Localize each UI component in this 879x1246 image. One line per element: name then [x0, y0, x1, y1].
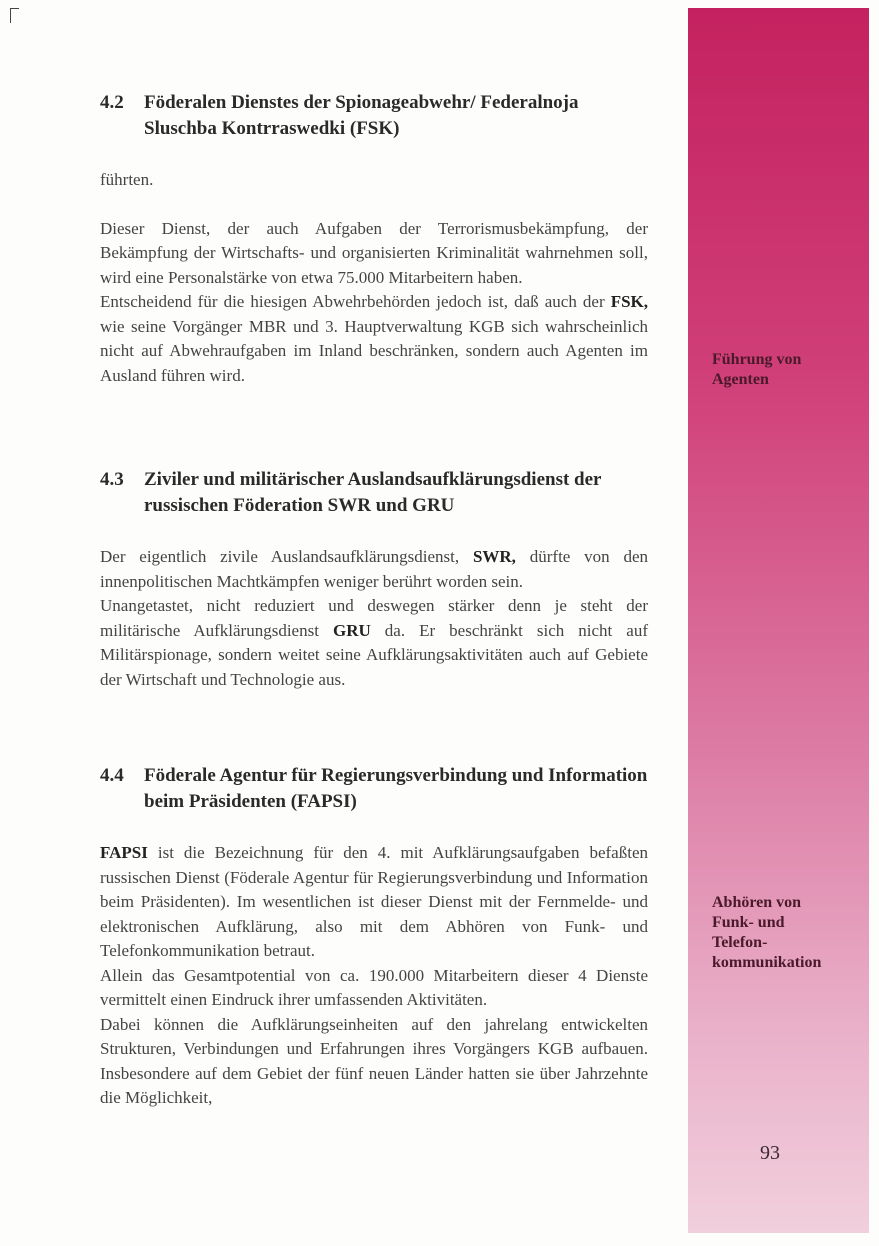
section-number: 4.4 [100, 765, 124, 786]
section-4-3 [100, 467, 648, 692]
paragraph: Unangetastet, nicht reduziert und deswegen stärker denn je steht der militärische Aufklärungsdienst GRU da. Er beschränkt sich nicht auf Militärspionage, sondern weitet seine Aufklärungsaktivitäten auch auf Gebiete der Wirtschaft und Technologie aus. [100, 596, 648, 689]
section-title: Föderale Agentur für Regierungsverbindung und Information beim Präsidenten (FAPSI) [144, 765, 648, 812]
bold-term: SWR, [472, 547, 516, 566]
page-number: 93 [760, 1142, 780, 1164]
margin-note-interception: Abhören von Funk- und Telefon- kommunikation [712, 894, 822, 971]
section-title: Ziviler und militärischer Auslandsaufklärungsdienst der russischen Föderation SWR und GRU [144, 469, 602, 516]
bold-term: FAPSI [100, 843, 148, 862]
paragraph: FAPSI ist die Bezeichnung für den 4. mit Aufklärungsaufgaben befaßten russischen Dienst (Föderale Agentur für Regierungsverbindung und Information beim Präsidenten). Im wesentlichen ist dieser Dienst mit der Fernmelde- und elektronischen Aufklärung, also mit dem Abhören von Funk- und Telefonkommunikation betraut. [100, 843, 648, 960]
paragraph: Dabei können die Aufklärungseinheiten auf den jahrelang entwickelten Strukturen, Verbindungen und Erfahrungen ihres Vorgängers KGB aufbauen. Insbesondere auf dem Gebiet der fünf neuen Länder hatten sie über Jahrzehnte die Möglichkeit, [100, 1014, 648, 1107]
paragraph: Entscheidend für die hiesigen Abwehrbehörden jedoch ist, daß auch der FSK, wie seine Vorgänger MBR und 3. Hauptverwaltung KGB sich wahrscheinlich nicht auf Abwehraufgaben im Inland beschränken, sondern auch Agenten im Ausland führen wird. [100, 292, 648, 385]
section-number: 4.2 [100, 92, 124, 113]
bold-term: FSK, [610, 292, 648, 311]
paragraph: Dieser Dienst, der auch Aufgaben der Terrorismusbekämpfung, der Bekämpfung der Wirtschafts- und organisierten Kriminalität wahrnehmen soll, wird eine Personalstärke von etwa 75.000 Mitarbeitern haben. [100, 218, 648, 287]
section-heading [100, 763, 648, 815]
section-4-2 [100, 90, 648, 388]
section-4-4 [100, 763, 648, 1111]
margin-band [688, 8, 869, 1233]
margin-note-agent-handling: Führung von Agenten [712, 351, 802, 388]
paragraph: Der eigentlich zivile Auslandsaufklärungsdienst, SWR, dürfte von den innenpolitischen Machtkämpfen weniger berührt worden sein. [100, 547, 648, 591]
section-number: 4.3 [100, 469, 124, 490]
bold-term: GRU [332, 620, 371, 640]
paragraph: führten. [100, 170, 154, 189]
section-heading [100, 90, 648, 142]
paragraph: Allein das Gesamtpotential von ca. 190.000 Mitarbeitern dieser 4 Dienste vermittelt einen Eindruck ihrer umfassenden Aktivitäten. [100, 965, 648, 1009]
crop-mark [10, 8, 19, 23]
section-title: Föderalen Dienstes der Spionageabwehr/ Federalnoja Sluschba Kontrraswedki (FSK) [144, 92, 579, 139]
section-heading [100, 467, 648, 519]
